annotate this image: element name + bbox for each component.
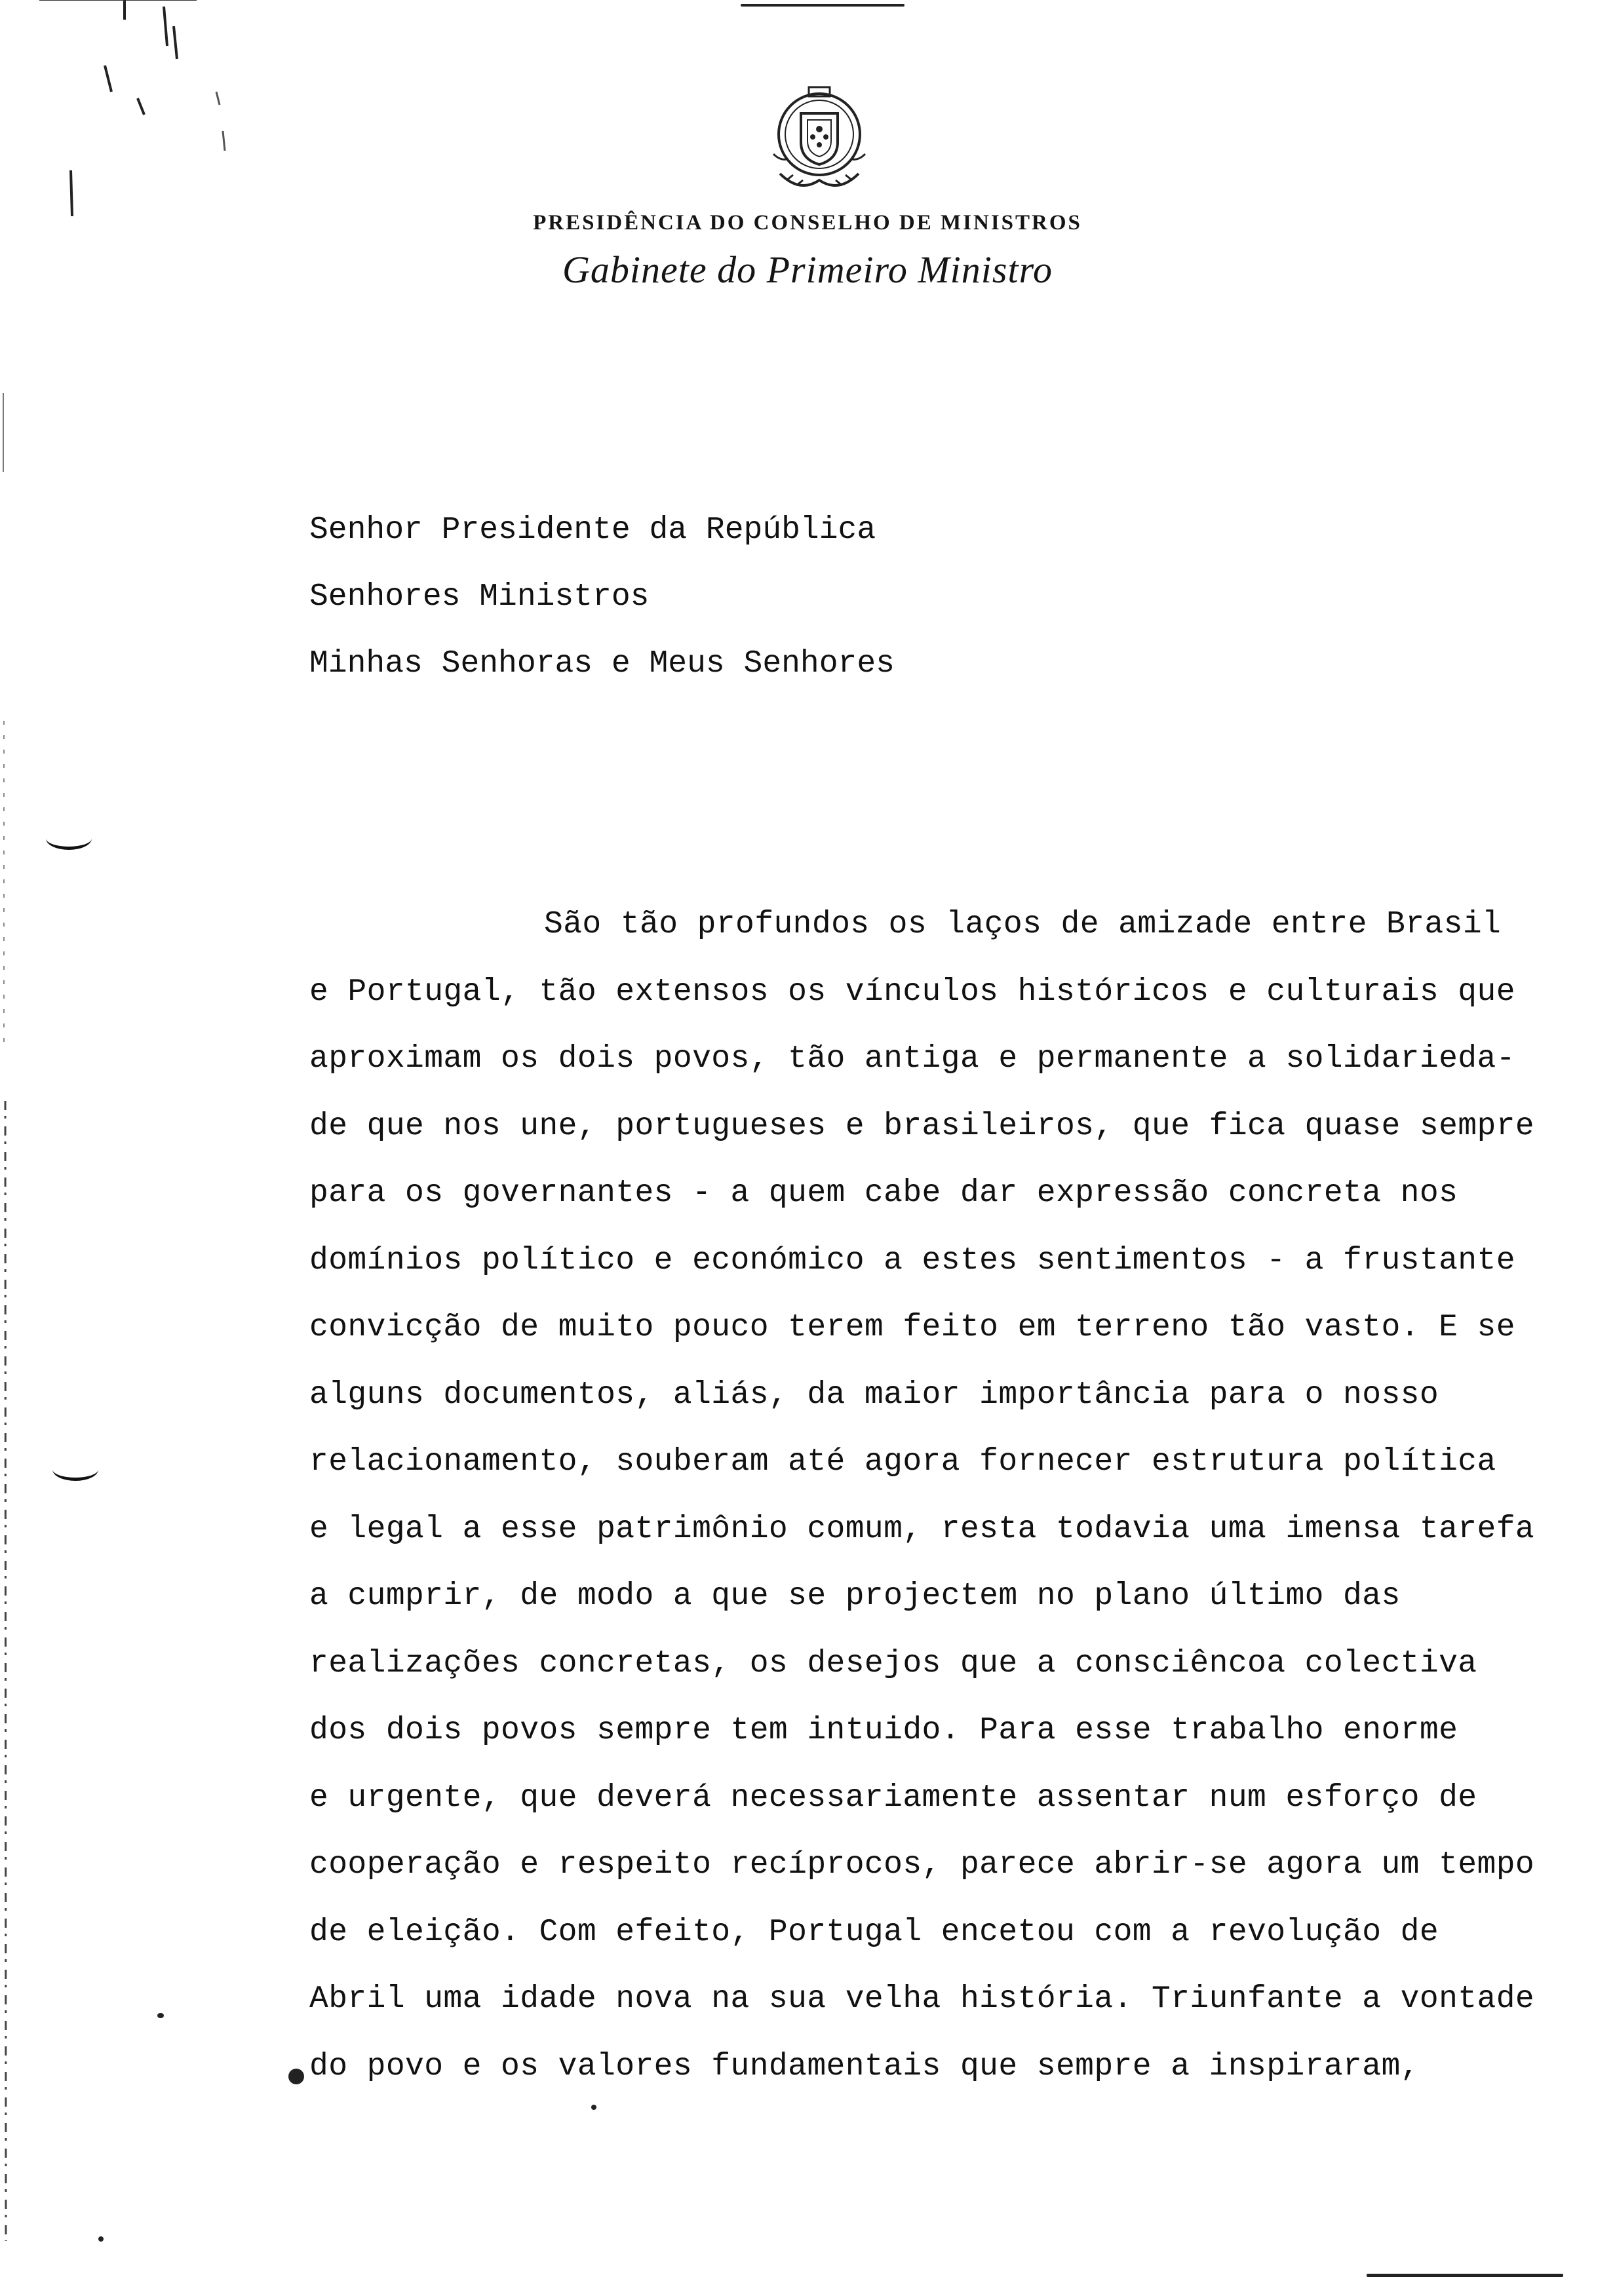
body-line: relacionamento, souberam até agora fornecer estrutura política [309, 1444, 1496, 1480]
salutation-line: Minhas Senhoras e Meus Senhores [309, 646, 895, 681]
body-line: de que nos une, portugueses e brasileiros, que fica quase sempre [309, 1108, 1535, 1144]
office-heading: PRESIDÊNCIA DO CONSELHO DE MINISTROS [533, 211, 1082, 235]
margin-bracket-mark [52, 1458, 98, 1481]
body-line: e urgente, que deverá necessariamente assentar num esforço de [309, 1780, 1477, 1816]
cabinet-subheading: Gabinete do Primeiro Ministro [562, 248, 1053, 291]
body-line: para os governantes - a quem cabe dar expressão concreta nos [309, 1176, 1458, 1211]
salutation-line: Senhores Ministros [309, 579, 650, 615]
body-line: do povo e os valores fundamentais que sempre a inspiraram, [309, 2048, 1420, 2084]
body-line: convicção de muito pouco terem feito em terreno tão vasto. E se [309, 1310, 1515, 1345]
body-line: dos dois povos sempre tem intuido. Para esse trabalho enorme [309, 1713, 1458, 1748]
body-line: e legal a esse patrimônio comum, resta todavia uma imensa tarefa [309, 1511, 1535, 1547]
speck-mark [591, 2105, 596, 2110]
bottom-rule-artifact [1367, 2274, 1563, 2277]
body-line: domínios político e económico a estes sentimentos - a frustante [309, 1242, 1515, 1278]
body-line: Abril uma idade nova na sua velha história. Triunfante a vontade [309, 1981, 1535, 2017]
speech-body [309, 891, 1581, 2100]
top-rule-artifact [741, 4, 905, 7]
portuguese-coat-of-arms-icon [760, 82, 878, 203]
speck-mark [98, 2236, 104, 2242]
body-line: alguns documentos, aliás, da maior importância para o nosso [309, 1377, 1439, 1413]
scan-margin-artifact [0, 0, 14, 2296]
margin-bracket-mark [46, 827, 92, 850]
body-line: cooperação e respeito recíprocos, parece abrir-se agora um tempo [309, 1847, 1535, 1883]
body-line: de eleição. Com efeito, Portugal encetou com a revolução de [309, 1914, 1439, 1950]
body-line: São tão profundos os laços de amizade entre Brasil [544, 907, 1502, 942]
salutation-block [309, 497, 895, 697]
speck-mark [157, 2013, 164, 2018]
body-line: a cumprir, de modo a que se projectem no plano último das [309, 1578, 1401, 1614]
body-line: aproximam os dois povos, tão antiga e permanente a solidarieda- [309, 1041, 1515, 1077]
salutation-line: Senhor Presidente da República [309, 512, 876, 548]
body-line: e Portugal, tão extensos os vínculos históricos e culturais que [309, 974, 1515, 1010]
punch-hole-mark [288, 2069, 304, 2084]
body-line: realizações concretas, os desejos que a consciêncoa colectiva [309, 1645, 1477, 1681]
corner-scan-marks [39, 0, 236, 223]
